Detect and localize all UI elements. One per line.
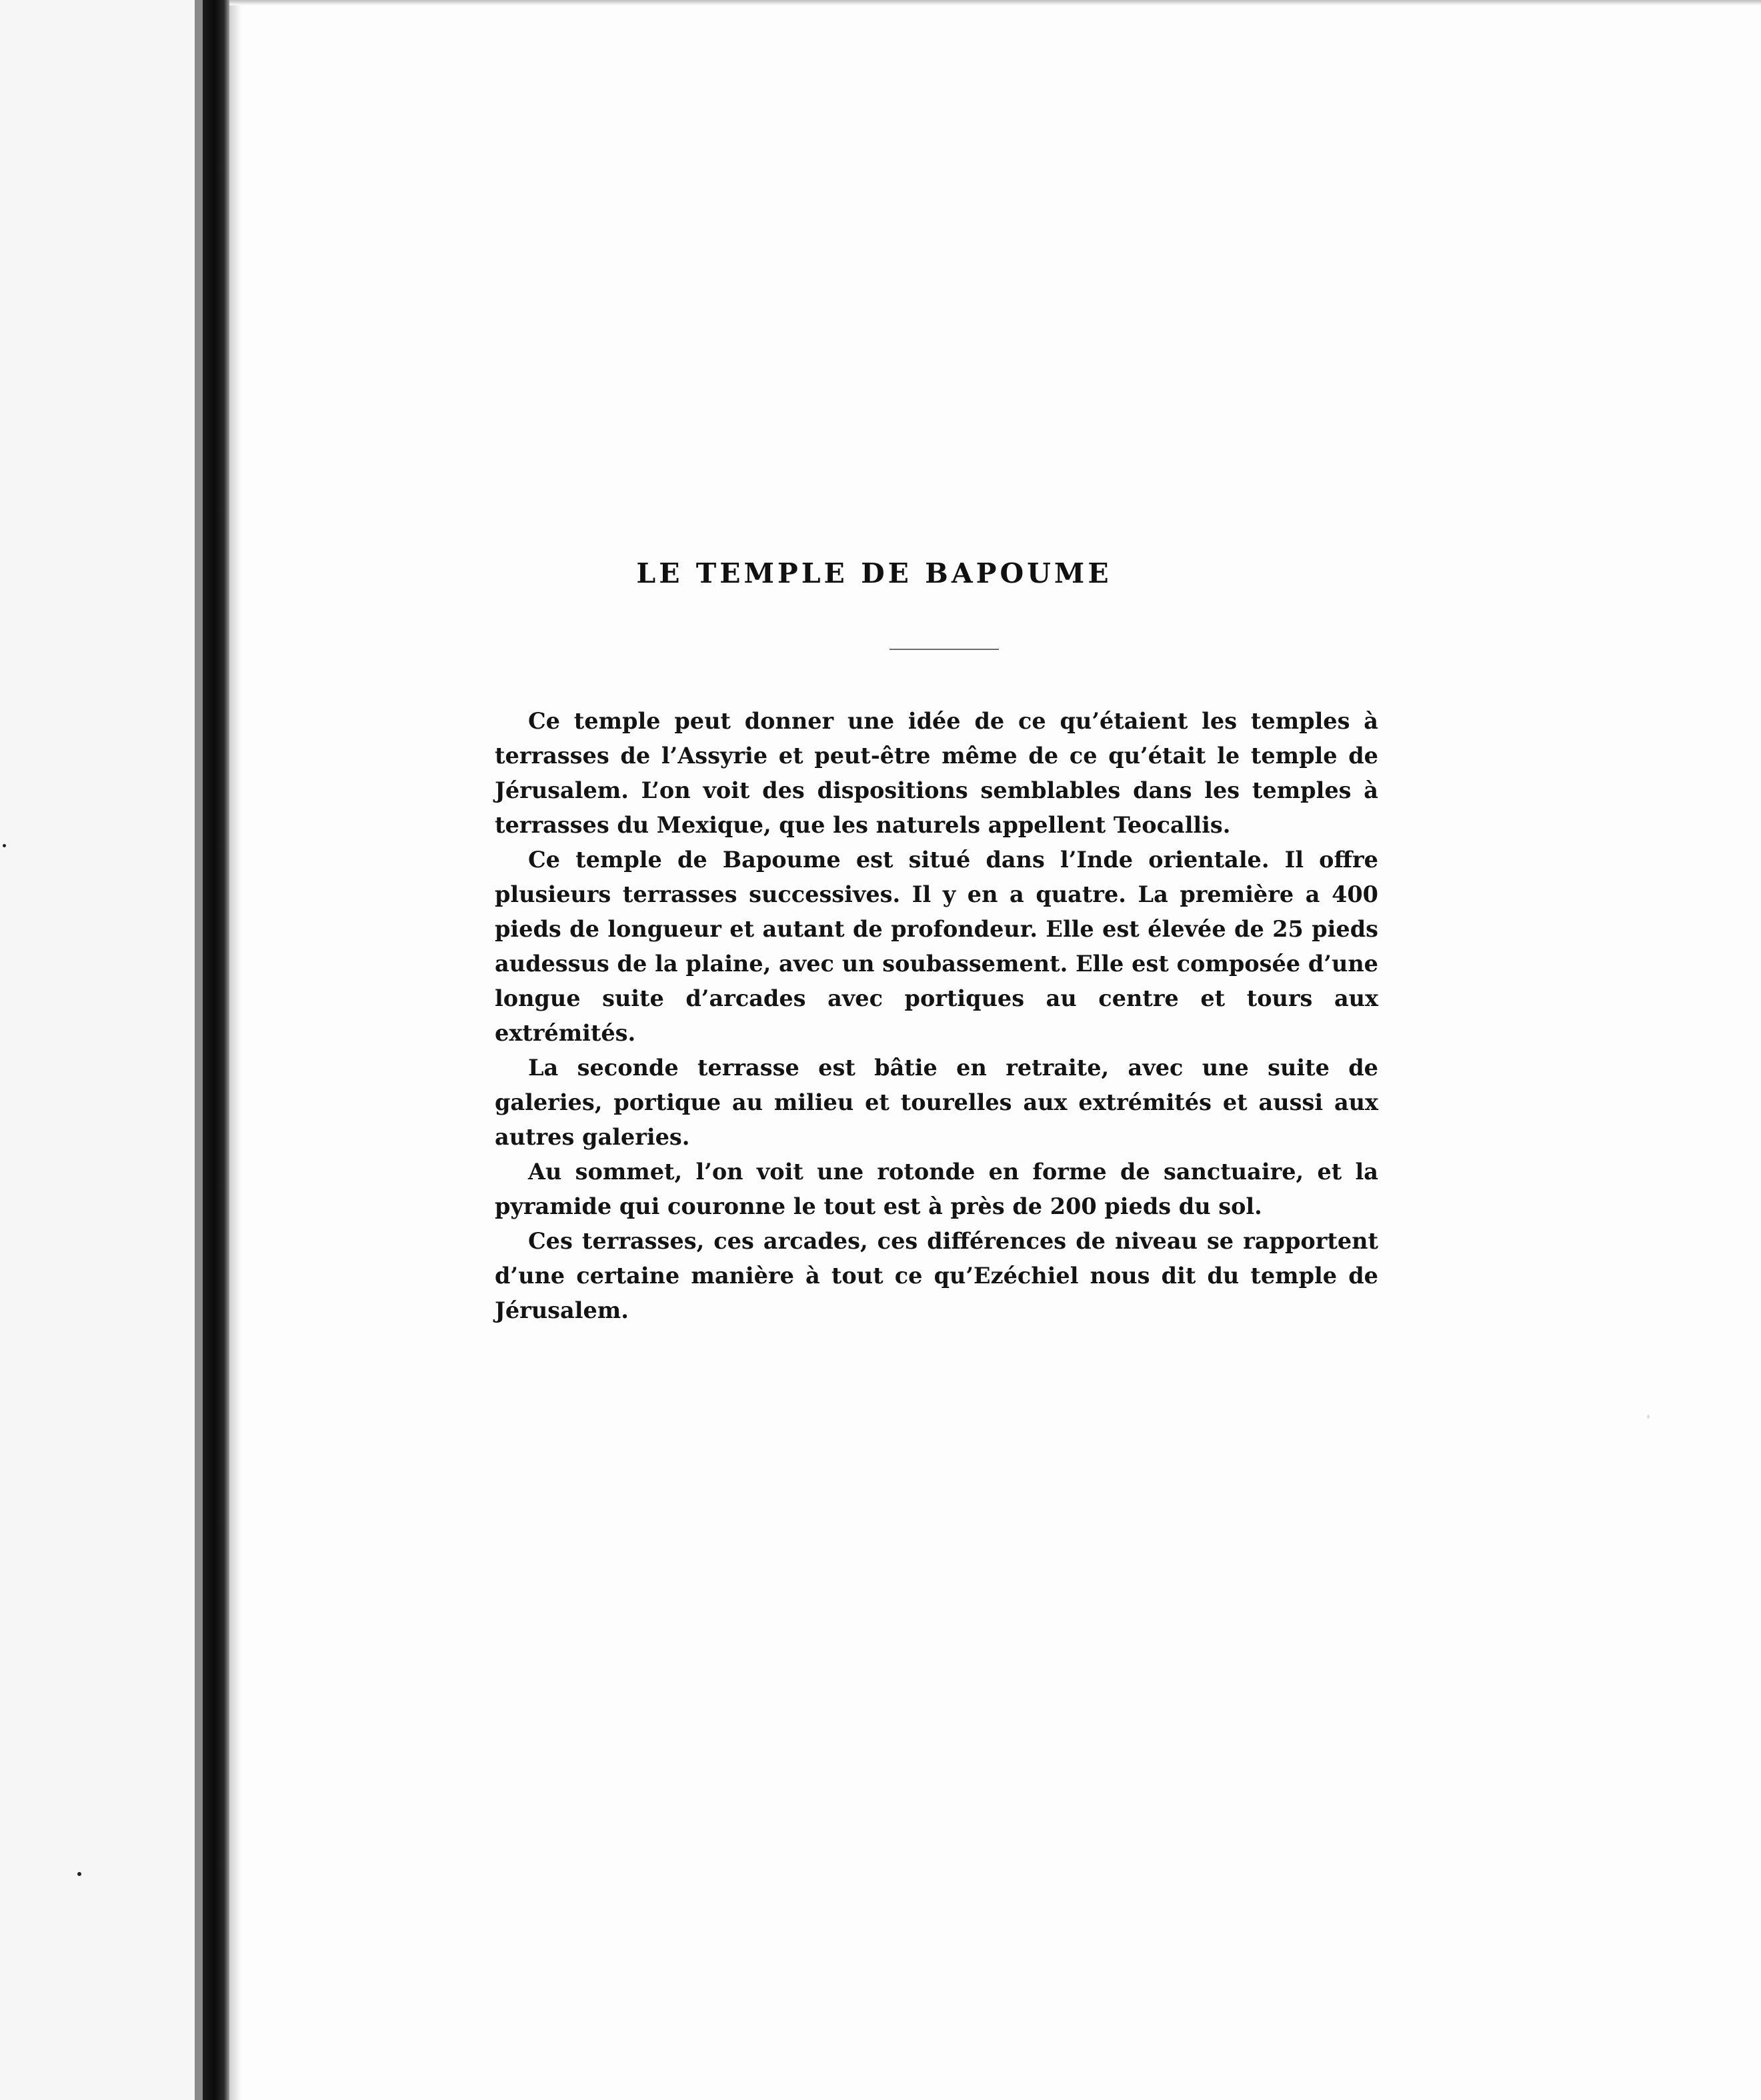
paragraph: Ces terrasses, ces arcades, ces différences de niveau se rapportent d’une certaine manière à tout ce qu’Ezéchiel nous dit du temple de Jérusalem.	[495, 1228, 1378, 1323]
scan-speck	[77, 1872, 81, 1876]
scan-speck	[3, 844, 6, 847]
page-top-edge	[229, 0, 1761, 5]
title-divider	[890, 649, 999, 650]
paragraph: Ce temple peut donner une idée de ce qu’étaient les temples à terrasses de l’Assyrie et peut-être même de ce qu’était le temple de Jérusalem. L’on voit des dispositions semblables dans les temples à terrasses du Mexique, que les naturels appellent Teocallis.	[495, 708, 1378, 838]
paragraph: Au sommet, l’on voit une rotonde en forme de sanctuaire, et la pyramide qui couronne le tout est à près de 200 pieds du sol.	[495, 1159, 1378, 1219]
book-binding-shadow	[203, 0, 229, 2100]
page-fold-shadow	[229, 0, 241, 2100]
body-text	[495, 704, 1378, 1328]
page-title: LE TEMPLE DE BAPOUME	[636, 557, 1112, 589]
facing-page-blank	[0, 0, 199, 2100]
scan-speck	[1647, 1415, 1650, 1419]
paragraph: Ce temple de Bapoume est situé dans l’Inde orientale. Il offre plusieurs terrasses successives. Il y en a quatre. La première a 400 pieds de longueur et autant de profondeur. Elle est élevée de 25 pieds audessus de la plaine, avec un soubassement. Elle est composée d’une longue suite d’arcades avec portiques au centre et tours aux extrémités.	[495, 847, 1378, 1046]
paragraph: La seconde terrasse est bâtie en retraite, avec une suite de galeries, portique au milieu et tourelles aux extrémités et aussi aux autres galeries.	[495, 1055, 1378, 1150]
